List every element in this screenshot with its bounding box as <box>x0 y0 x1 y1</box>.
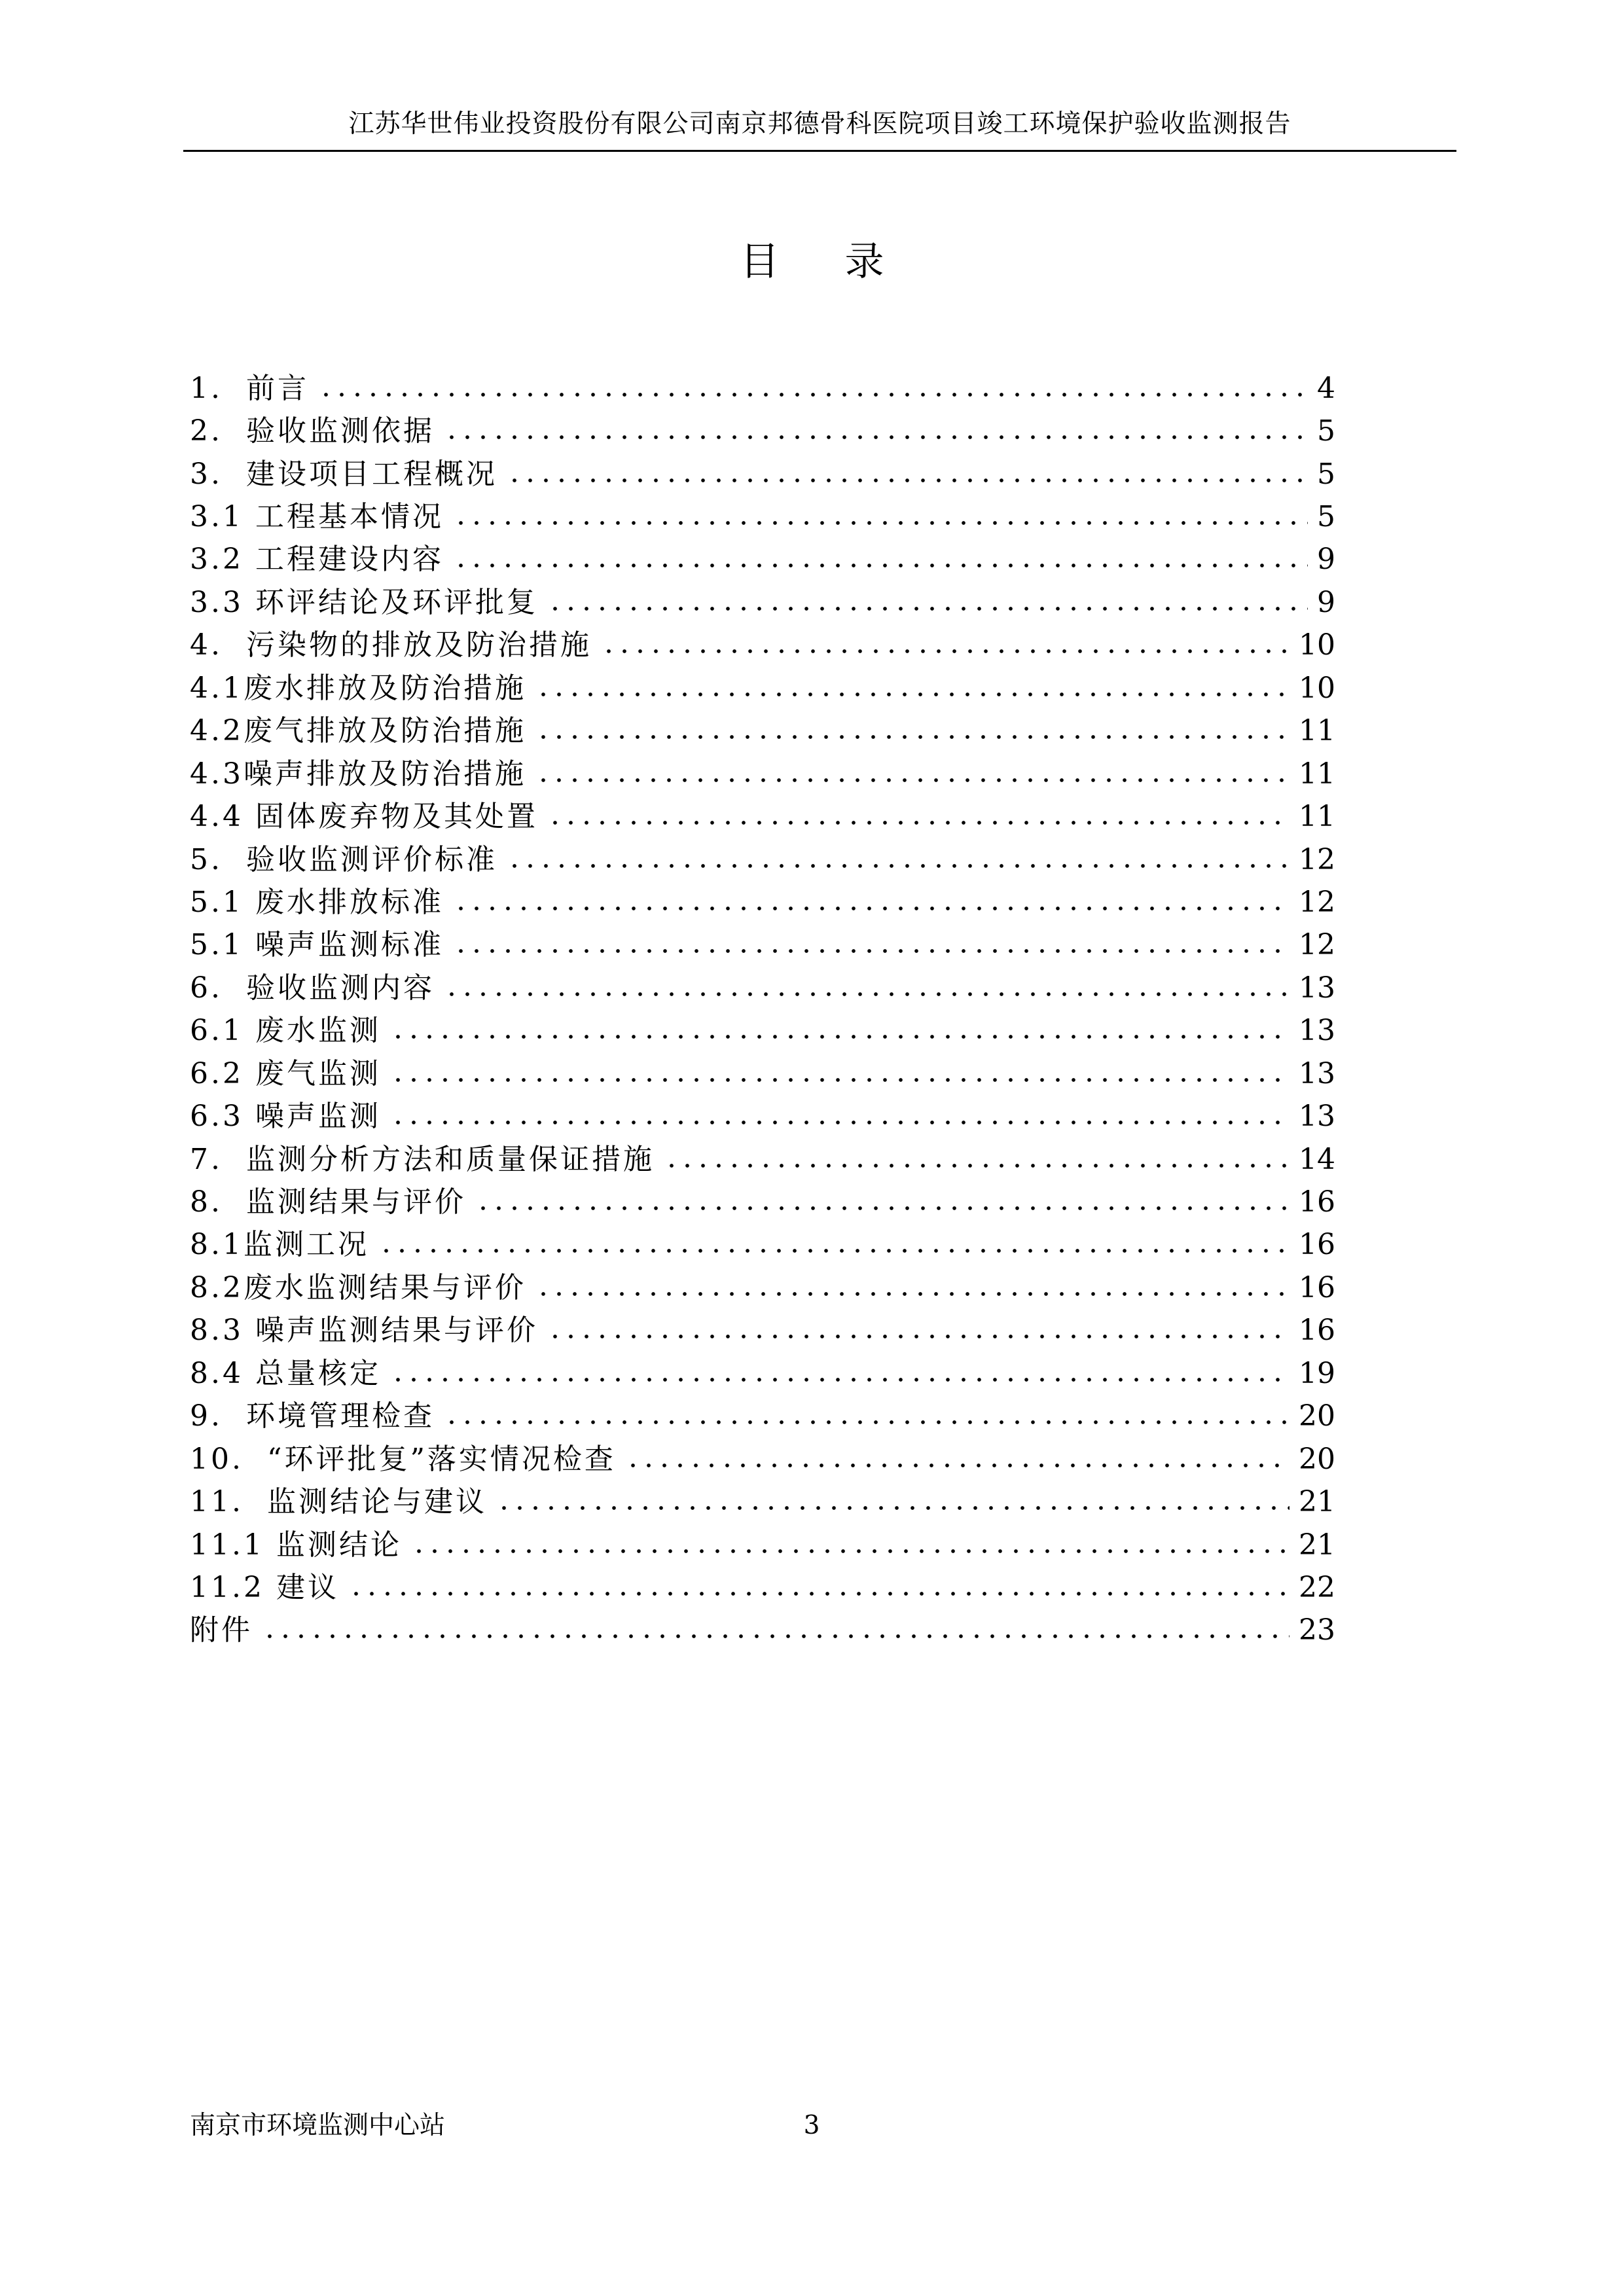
toc-entry-8-3[interactable] <box>190 1310 1335 1352</box>
header-rule <box>183 150 1456 152</box>
toc-entry-8-4[interactable] <box>190 1352 1335 1395</box>
toc-entry-6-3[interactable] <box>190 1095 1335 1138</box>
toc-entry-6[interactable] <box>190 967 1335 1009</box>
toc-entry-page: 16 <box>1299 1270 1335 1304</box>
toc-entry-label: 5.1 废水排放标准 <box>190 885 444 919</box>
toc-entry-8-1[interactable] <box>190 1224 1335 1266</box>
dot-leader <box>444 1420 1290 1424</box>
toc-entry-page: 5 <box>1317 414 1335 448</box>
toc-title <box>0 239 1624 285</box>
dot-leader <box>625 1463 1290 1467</box>
dot-leader <box>507 864 1290 868</box>
toc-entry-label: 4. 污染物的排放及防治措施 <box>190 628 592 662</box>
toc-entry-page: 13 <box>1299 971 1335 1005</box>
toc-entry-label: 6.2 废气监测 <box>190 1056 381 1090</box>
toc-entry-2[interactable] <box>190 410 1335 452</box>
dot-leader <box>262 1634 1290 1638</box>
toc-entry-label: 附件 <box>190 1613 253 1647</box>
toc-entry-5-1b[interactable] <box>190 924 1335 967</box>
toc-entry-label: 4.3噪声排放及防治措施 <box>190 757 526 791</box>
footer-organization: 南京市环境监测中心站 <box>190 2111 446 2140</box>
toc-entry-label: 1. 前言 <box>190 371 309 405</box>
toc-entry-page: 20 <box>1299 1399 1335 1433</box>
toc-entry-11[interactable] <box>190 1480 1335 1523</box>
toc-entry-label: 9. 环境管理检查 <box>190 1399 435 1433</box>
toc-entry-page: 22 <box>1299 1570 1335 1604</box>
dot-leader <box>390 1078 1290 1082</box>
toc-entry-8[interactable] <box>190 1181 1335 1223</box>
toc-entry-3-2[interactable] <box>190 539 1335 581</box>
dot-leader <box>378 1249 1290 1253</box>
toc-entry-label: 8. 监测结果与评价 <box>190 1185 466 1219</box>
dot-leader <box>453 906 1290 910</box>
dot-leader <box>348 1592 1290 1596</box>
dot-leader <box>496 1506 1290 1510</box>
toc-entry-page: 4 <box>1317 371 1335 405</box>
toc-entry-4-1[interactable] <box>190 667 1335 709</box>
dot-leader <box>453 564 1308 567</box>
dot-leader <box>547 821 1290 825</box>
dot-leader <box>547 607 1308 611</box>
toc-entry-page: 16 <box>1299 1314 1335 1348</box>
toc-entry-label: 11. 监测结论与建议 <box>190 1485 487 1519</box>
toc-entry-page: 9 <box>1317 543 1335 577</box>
toc-entry-6-1[interactable] <box>190 1010 1335 1052</box>
toc-entry-label: 6.1 废水监测 <box>190 1014 381 1048</box>
toc-entry-10[interactable] <box>190 1438 1335 1480</box>
dot-leader <box>475 1206 1290 1210</box>
toc-entry-page: 9 <box>1317 585 1335 619</box>
toc-entry-page: 13 <box>1299 1014 1335 1048</box>
dot-leader <box>535 1292 1290 1296</box>
toc-entry-label: 3.1 工程基本情况 <box>190 500 444 534</box>
toc-title-char-1: 目 <box>740 239 780 285</box>
toc-entry-label: 4.2废气排放及防治措施 <box>190 714 526 748</box>
toc-entry-label: 2. 验收监测依据 <box>190 414 435 448</box>
dot-leader <box>535 778 1290 782</box>
toc-entry-page: 13 <box>1299 1056 1335 1090</box>
toc-entry-label: 6.3 噪声监测 <box>190 1100 381 1134</box>
toc-entry-label: 11.1 监测结论 <box>190 1528 402 1562</box>
toc-entry-5-1[interactable] <box>190 881 1335 924</box>
toc-entry-11-2[interactable] <box>190 1566 1335 1609</box>
toc-entry-page: 11 <box>1299 714 1335 748</box>
toc-entry-label: 3.3 环评结论及环评批复 <box>190 585 538 619</box>
toc-entry-9[interactable] <box>190 1395 1335 1438</box>
toc-entry-page: 19 <box>1299 1356 1335 1390</box>
toc-entry-11-1[interactable] <box>190 1524 1335 1566</box>
toc-entry-label: 3. 建设项目工程概况 <box>190 457 497 491</box>
dot-leader <box>444 435 1308 439</box>
toc-entry-appendix[interactable] <box>190 1609 1335 1652</box>
toc-entry-page: 21 <box>1299 1528 1335 1562</box>
toc-entry-label: 5.1 噪声监测标准 <box>190 928 444 962</box>
toc-entry-4-4[interactable] <box>190 795 1335 838</box>
toc-entry-3[interactable] <box>190 453 1335 495</box>
dot-leader <box>535 735 1290 739</box>
toc-entry-4-3[interactable] <box>190 753 1335 795</box>
toc-entry-page: 14 <box>1299 1142 1335 1176</box>
toc-entry-page: 10 <box>1299 671 1335 705</box>
toc-entry-label: 4.4 固体废弃物及其处置 <box>190 800 538 834</box>
toc-entry-1[interactable] <box>190 367 1335 410</box>
toc-entry-page: 12 <box>1299 885 1335 919</box>
toc-entry-page: 16 <box>1299 1185 1335 1219</box>
toc-entry-label: 8.3 噪声监测结果与评价 <box>190 1314 538 1348</box>
dot-leader <box>411 1549 1290 1553</box>
toc-entry-label: 8.1监测工况 <box>190 1228 369 1262</box>
toc-entry-page: 12 <box>1299 842 1335 876</box>
toc-entry-page: 11 <box>1299 800 1335 834</box>
toc-entry-page: 10 <box>1299 628 1335 662</box>
dot-leader <box>390 1121 1290 1124</box>
toc-entry-page: 5 <box>1317 500 1335 534</box>
toc-entry-page: 12 <box>1299 928 1335 962</box>
toc-entry-label: 8.4 总量核定 <box>190 1356 381 1390</box>
dot-leader <box>535 692 1290 696</box>
toc-entry-label: 8.2废水监测结果与评价 <box>190 1270 526 1304</box>
dot-leader <box>664 1164 1290 1168</box>
toc-entry-page: 20 <box>1299 1442 1335 1476</box>
dot-leader <box>390 1035 1290 1039</box>
toc-entry-4-2[interactable] <box>190 710 1335 753</box>
toc-entry-label: 7. 监测分析方法和质量保证措施 <box>190 1142 655 1176</box>
dot-leader <box>318 393 1308 397</box>
toc-entry-page: 16 <box>1299 1228 1335 1262</box>
toc-entry-page: 11 <box>1299 757 1335 791</box>
footer-page-number: 3 <box>803 2111 820 2140</box>
toc-entry-page: 5 <box>1317 457 1335 491</box>
dot-leader <box>547 1335 1290 1338</box>
dot-leader <box>453 949 1290 953</box>
toc-entry-label: 11.2 建议 <box>190 1570 339 1604</box>
toc-list <box>190 367 1335 1652</box>
toc-entry-label: 3.2 工程建设内容 <box>190 543 444 577</box>
toc-entry-label: 10. “环评批复”落实情况检查 <box>190 1442 616 1476</box>
toc-entry-page: 13 <box>1299 1100 1335 1134</box>
dot-leader <box>601 649 1290 653</box>
toc-entry-page: 21 <box>1299 1485 1335 1519</box>
toc-entry-label: 5. 验收监测评价标准 <box>190 842 497 876</box>
running-header: 江苏华世伟业投资股份有限公司南京邦德骨科医院项目竣工环境保护验收监测报告 <box>348 109 1291 139</box>
toc-entry-3-1[interactable] <box>190 495 1335 538</box>
dot-leader <box>453 521 1308 525</box>
toc-title-char-2: 录 <box>844 239 884 285</box>
toc-entry-3-3[interactable] <box>190 581 1335 624</box>
toc-entry-7[interactable] <box>190 1138 1335 1181</box>
toc-entry-label: 6. 验收监测内容 <box>190 971 435 1005</box>
toc-entry-4[interactable] <box>190 624 1335 667</box>
toc-entry-8-2[interactable] <box>190 1266 1335 1309</box>
dot-leader <box>390 1378 1290 1382</box>
toc-entry-label: 4.1废水排放及防治措施 <box>190 671 526 705</box>
toc-entry-page: 23 <box>1299 1613 1335 1647</box>
toc-entry-6-2[interactable] <box>190 1052 1335 1095</box>
dot-leader <box>444 992 1290 996</box>
dot-leader <box>507 478 1308 482</box>
toc-entry-5[interactable] <box>190 838 1335 881</box>
